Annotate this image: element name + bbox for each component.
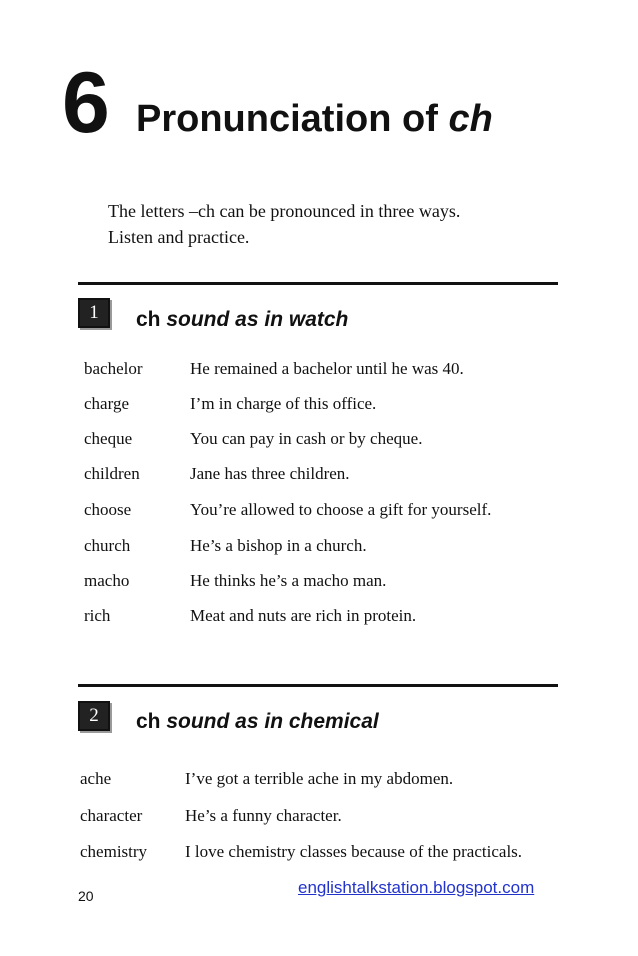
example-sentence: I love chemistry classes because of the practicals. [185, 842, 523, 861]
section-heading [136, 711, 379, 732]
word: charge [84, 394, 129, 413]
section-heading [136, 309, 348, 330]
example-sentence: He remained a bachelor until he was 40. [190, 359, 464, 378]
word: macho [84, 571, 130, 590]
word: ache [80, 769, 112, 788]
section-number-badge [78, 701, 110, 731]
example-sentence: Meat and nuts are rich in protein. [190, 606, 417, 625]
intro-line: Listen and practice. [108, 227, 250, 247]
chapter-title-text: Pronunciation of [136, 98, 449, 140]
word: bachelor [84, 359, 143, 378]
example-sentence: He’s a bishop in a church. [190, 536, 367, 555]
example-sentence: I’ve got a terrible ache in my abdomen. [185, 769, 454, 788]
example-sentence: You can pay in cash or by cheque. [190, 429, 423, 448]
section-number: 2 [80, 703, 108, 729]
word: chemistry [80, 842, 148, 861]
example-sentence: Jane has three children. [190, 464, 350, 483]
section-number: 1 [80, 300, 108, 326]
section-divider [78, 282, 558, 285]
section-divider [78, 684, 558, 687]
section-heading-emphasis: sound as in watch [166, 308, 349, 331]
chapter-title-emphasis: ch [448, 98, 493, 140]
example-sentence: He thinks he’s a macho man. [190, 571, 387, 590]
section-heading-prefix: ch [136, 308, 167, 331]
word: rich [84, 606, 111, 625]
blog-link[interactable]: englishtalkstation.blogspot.com [298, 878, 535, 897]
section-number-badge [78, 298, 110, 328]
example-sentence: You’re allowed to choose a gift for yourself. [190, 500, 492, 519]
intro-line: The letters –ch can be pronounced in three ways. [108, 201, 461, 221]
chapter-title [136, 100, 493, 138]
page-number: 20 [78, 888, 94, 904]
word: children [84, 464, 140, 483]
word: choose [84, 500, 132, 519]
section-heading-emphasis: sound as in chemical [166, 710, 379, 733]
word: character [80, 806, 143, 825]
intro-text [108, 198, 578, 250]
example-sentence: I’m in charge of this office. [190, 394, 377, 413]
word: cheque [84, 429, 133, 448]
word: church [84, 536, 131, 555]
chapter-number: 6 [62, 55, 108, 151]
section-heading-prefix: ch [136, 710, 167, 733]
example-sentence: He’s a funny character. [185, 806, 342, 825]
